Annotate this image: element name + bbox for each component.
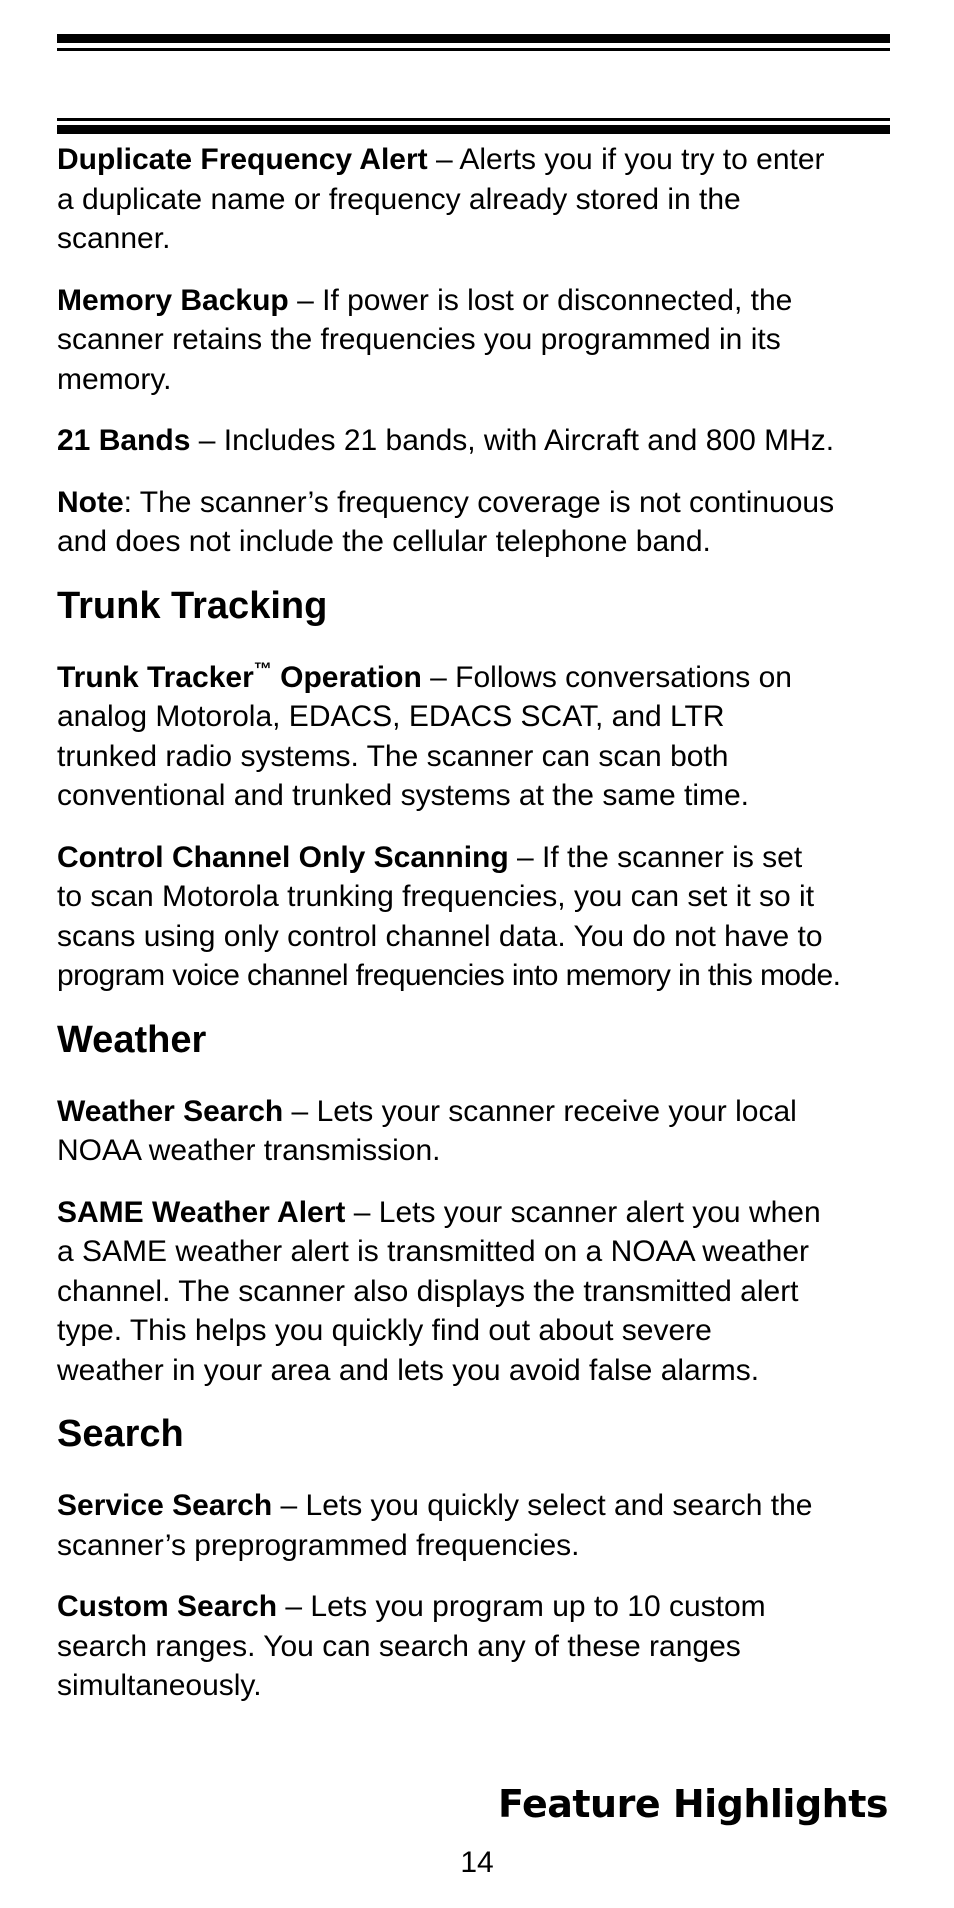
feature-term: Service Search [57, 1489, 273, 1522]
feature-note [57, 483, 897, 562]
feature-control-channel-only-scanning [57, 838, 897, 996]
trademark-symbol: ™ [253, 658, 272, 679]
feature-term: Memory Backup [57, 283, 289, 317]
feature-21-bands [57, 421, 897, 461]
feature-term: SAME Weather Alert [57, 1195, 346, 1229]
feature-description: – Includes 21 bands, with Aircraft and 800 MHz. [190, 424, 835, 457]
header-rule-top-thick [57, 34, 890, 43]
feature-description: – Lets you quickly select and search the scanner’s preprogrammed frequencies. [57, 1489, 813, 1562]
feature-description: – Lets your scanner alert you when a SAME weather alert is transmitted on a NOAA weather channel. The scanner also displays the transmitted alert type. This helps you quickly find out about severe weather in your area and lets you avoid false alarms. [57, 1195, 821, 1387]
section-heading-search: Search [57, 1413, 184, 1455]
feature-term: 21 Bands [57, 424, 191, 457]
feature-memory-backup [57, 281, 897, 400]
feature-term-rest: Operation [271, 660, 422, 694]
feature-same-weather-alert [57, 1193, 897, 1391]
feature-term: Control Channel Only Scanning [57, 840, 509, 874]
page-content [57, 140, 897, 1728]
feature-term: Duplicate Frequency Alert [57, 143, 428, 176]
feature-description: – If power is lost or disconnected, the scanner retains the frequencies you programmed in its memory. [57, 283, 793, 396]
feature-duplicate-frequency-alert [57, 140, 897, 259]
feature-description-last-line: program voice channel frequencies into memory in this mode. [57, 959, 841, 992]
feature-description: : The scanner’s frequency coverage is not continuous and does not include the cellular telephone band. [57, 485, 835, 558]
section-heading-weather: Weather [57, 1018, 207, 1061]
feature-term: Note [57, 485, 124, 519]
header-rule-bottom-thick [57, 125, 890, 134]
feature-term: Weather Search [57, 1094, 284, 1128]
feature-description: – Alerts you if you try to enter a duplicate name or frequency already stored in the scanner. [57, 143, 825, 255]
feature-custom-search [57, 1587, 897, 1706]
feature-description: – Follows conversations on analog Motorola, EDACS, EDACS SCAT, and LTR trunked radio systems. The scanner can scan both conventional and trunked systems at the same time. [57, 660, 792, 812]
feature-trunk-tracker-operation [57, 658, 897, 816]
header-rule-bottom-thin [57, 118, 890, 121]
feature-description: – Lets you program up to 10 custom search ranges. You can search any of these ranges simultaneously. [57, 1590, 766, 1702]
header-rule-top-thin [57, 48, 890, 51]
chapter-title: Feature Highlights [498, 1782, 888, 1826]
feature-description: – Lets your scanner receive your local NOAA weather transmission. [57, 1094, 797, 1167]
feature-term-name: Trunk Tracker [57, 660, 254, 694]
section-heading-trunk-tracking: Trunk Tracking [57, 584, 328, 627]
feature-description: – If the scanner is set to scan Motorola trunking frequencies, you can set it so it scans using only control channel data. You do not have to [57, 840, 823, 953]
feature-term: Custom Search [57, 1590, 278, 1623]
feature-weather-search [57, 1092, 897, 1171]
page-number: 14 [460, 1846, 494, 1879]
feature-term [57, 658, 422, 694]
feature-service-search [57, 1486, 897, 1565]
